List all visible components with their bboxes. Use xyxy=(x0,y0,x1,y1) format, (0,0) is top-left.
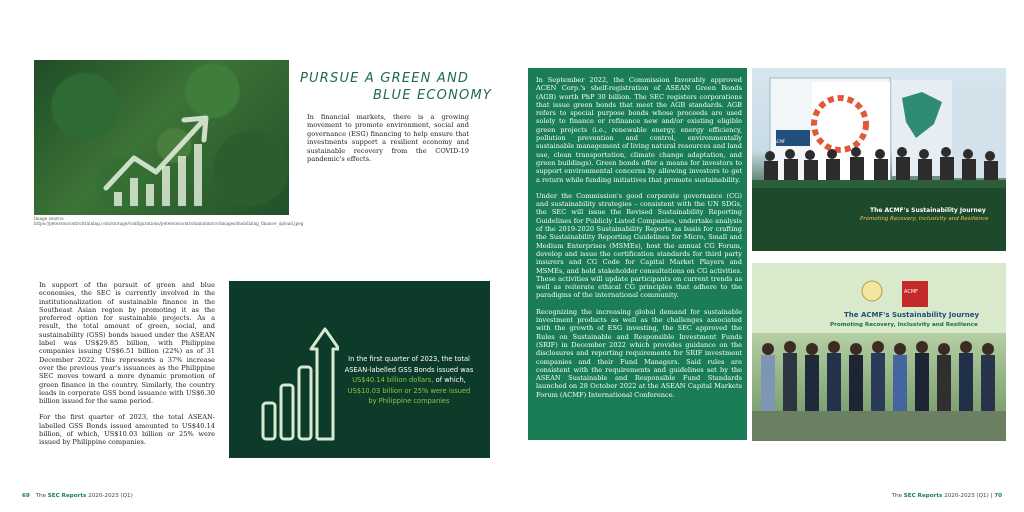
footer-right-rest: 2020-2023 (Q1) | xyxy=(942,493,995,499)
photo-caption: Image source: https://petersoncontroltraining.com/storage/configurations/petersoncontrolunionmicro/images/mobilizing_finance_upload.jpeg xyxy=(34,216,304,226)
highlight-text xyxy=(335,354,483,407)
page-number-left: 69 xyxy=(22,493,30,499)
banner-top-line-2: Promoting Recovery, Inclusivity and Resilience xyxy=(860,216,989,222)
highlight-box xyxy=(229,281,490,458)
highlight-line-5: by Philippine companies xyxy=(368,397,450,405)
banner-bottom-acmf: ACMF xyxy=(904,289,919,295)
footer-left-brand: SEC Reports xyxy=(47,493,87,499)
banner-acmf-label: ACMF xyxy=(774,139,786,144)
right-text-column xyxy=(528,68,747,440)
banner-bottom-line-2: Promoting Recovery, Inclusivity and Resilience xyxy=(830,322,978,328)
highlight-line-2: ASEAN-labelled GSS Bonds issued was xyxy=(344,365,474,374)
highlight-line-4: US$10.03 billion or 25% were issued xyxy=(347,386,471,395)
footer-left-the: The xyxy=(35,493,48,499)
right-paragraph-1: In September 2022, the Commission favorably approved ACEN Corp.'s shelf-registration of ASEAN Green Bonds (AGB) worth PhP 30 billion. The SEC registers corporations that issue green bonds that meet the AGB standards. AGB refers to special purpose bonds whose proceeds are used solely to finance or refinance new and/or existing eligible green projects (i.e., renewable energy, energy efficiency, pollution prevention and control, environmentally sustainable management of living natural resources and land use, clean transportation, climate change adaptation, and green buildings). Green bonds offer a means for investors to support environmental concerns by allowing investors to get a return while funding initiatives that promote sustainability. xyxy=(536,76,742,184)
footer-right-brand: SEC Reports xyxy=(903,493,943,499)
title-line-2: BLUE ECONOMY xyxy=(372,88,492,103)
left-paragraph-2: For the first quarter of 2023, the total ASEAN-labelled GSS Bonds issued amounted to US$40.14 billion, of which, US$10.03 billion or 25% were issued by Philippine companies. xyxy=(39,413,215,447)
highlight-line-3 xyxy=(335,375,483,386)
highlight-amount-total: US$40.14 billion dollars, xyxy=(352,376,434,384)
intro-paragraph: In financial markets, there is a growing movement to promote environment, social and governance (ESG) financing to help ensure that investments support a resilient economy and sustainable recovery from the COVID-19 pandemic's effects. xyxy=(307,113,469,164)
left-body-text xyxy=(39,281,215,455)
right-paragraph-3: Recognizing the increasing global demand for sustainable investment products as well as the challenges associated with the growth of ESG investing, the SEC approved the Rules on Sustainable and Responsible Investment Funds (SRIF) in December 2022 which provides guidance on the disclosures and reporting requirements for SRIF investment companies and their Fund Managers. Said rules are consistent with the requirements and guidelines set by the ASEAN Sustainable and Responsible Fund Standards launched on 28 October 2022 at the ASEAN Capital Markets Forum (ACMF) International Conference. xyxy=(536,307,742,399)
footer-left xyxy=(22,493,133,499)
event-photo-signing xyxy=(752,68,1006,251)
highlight-of-which: of which, xyxy=(433,376,466,384)
growth-bars-icon xyxy=(259,323,339,443)
left-paragraph-1: In support of the pursuit of green and blue economies, the SEC is currently involved in the institutionalization of sustainable finance in the Southeast Asian region by promoting it as the preferred option for sustainable projects. As a result, the total amount of green, social, and sustainability (GSS) bonds issued under the ASEAN label was US$29.85 billion, with Philippine companies issuing US$6.51 billion (22%) as of 31 December 2022. This represents a 37% increase over the previous year's issuances as the Philippine SEC moves toward a more dynamic promotion of green finance in the country. Similarly, the country leads in corporate GSS bond issuance with US$6.30 billion issued for the same period. xyxy=(39,281,215,406)
title-line-1: PURSUE A GREEN AND xyxy=(300,71,470,86)
section-title xyxy=(300,70,492,104)
banner-bottom-line-1: The ACMF's Sustainability Journey xyxy=(844,311,980,319)
highlight-line-1: In the first quarter of 2023, the total xyxy=(348,355,470,363)
forest-growth-photo xyxy=(34,60,289,215)
page-number-right: 70 xyxy=(994,493,1002,499)
right-paragraph-2: Under the Commission's good corporate governance (CG) and sustainability strategies – consistent with the UN SDGs, the SEC will issue the Revised Sustainability Reporting Guidelines for Publicly Listed Companies, undertake analysis of the 2019-2020 Sustainability Reports as basis for crafting the Sustainability Reporting Guidelines for Micro, Small and Medium Enterprises (MSMEs), host the annual CG Forum, develop and issue the certification standards for third party insurers and CG Code for Capital Market Players and MSMEs, and hold stakeholder consultations on CG activities. These activities will update participants on current trends as well as reiterate ethical CG principles that adhere to the paradigms of the international community. xyxy=(536,191,742,300)
footer-right-the: The xyxy=(891,493,904,499)
banner-top-line-1: The ACMF's Sustainability Journey xyxy=(870,207,986,214)
footer-right xyxy=(892,493,1002,499)
event-photo-group xyxy=(752,263,1006,441)
footer-left-rest: 2020-2023 (Q1) xyxy=(86,493,133,499)
